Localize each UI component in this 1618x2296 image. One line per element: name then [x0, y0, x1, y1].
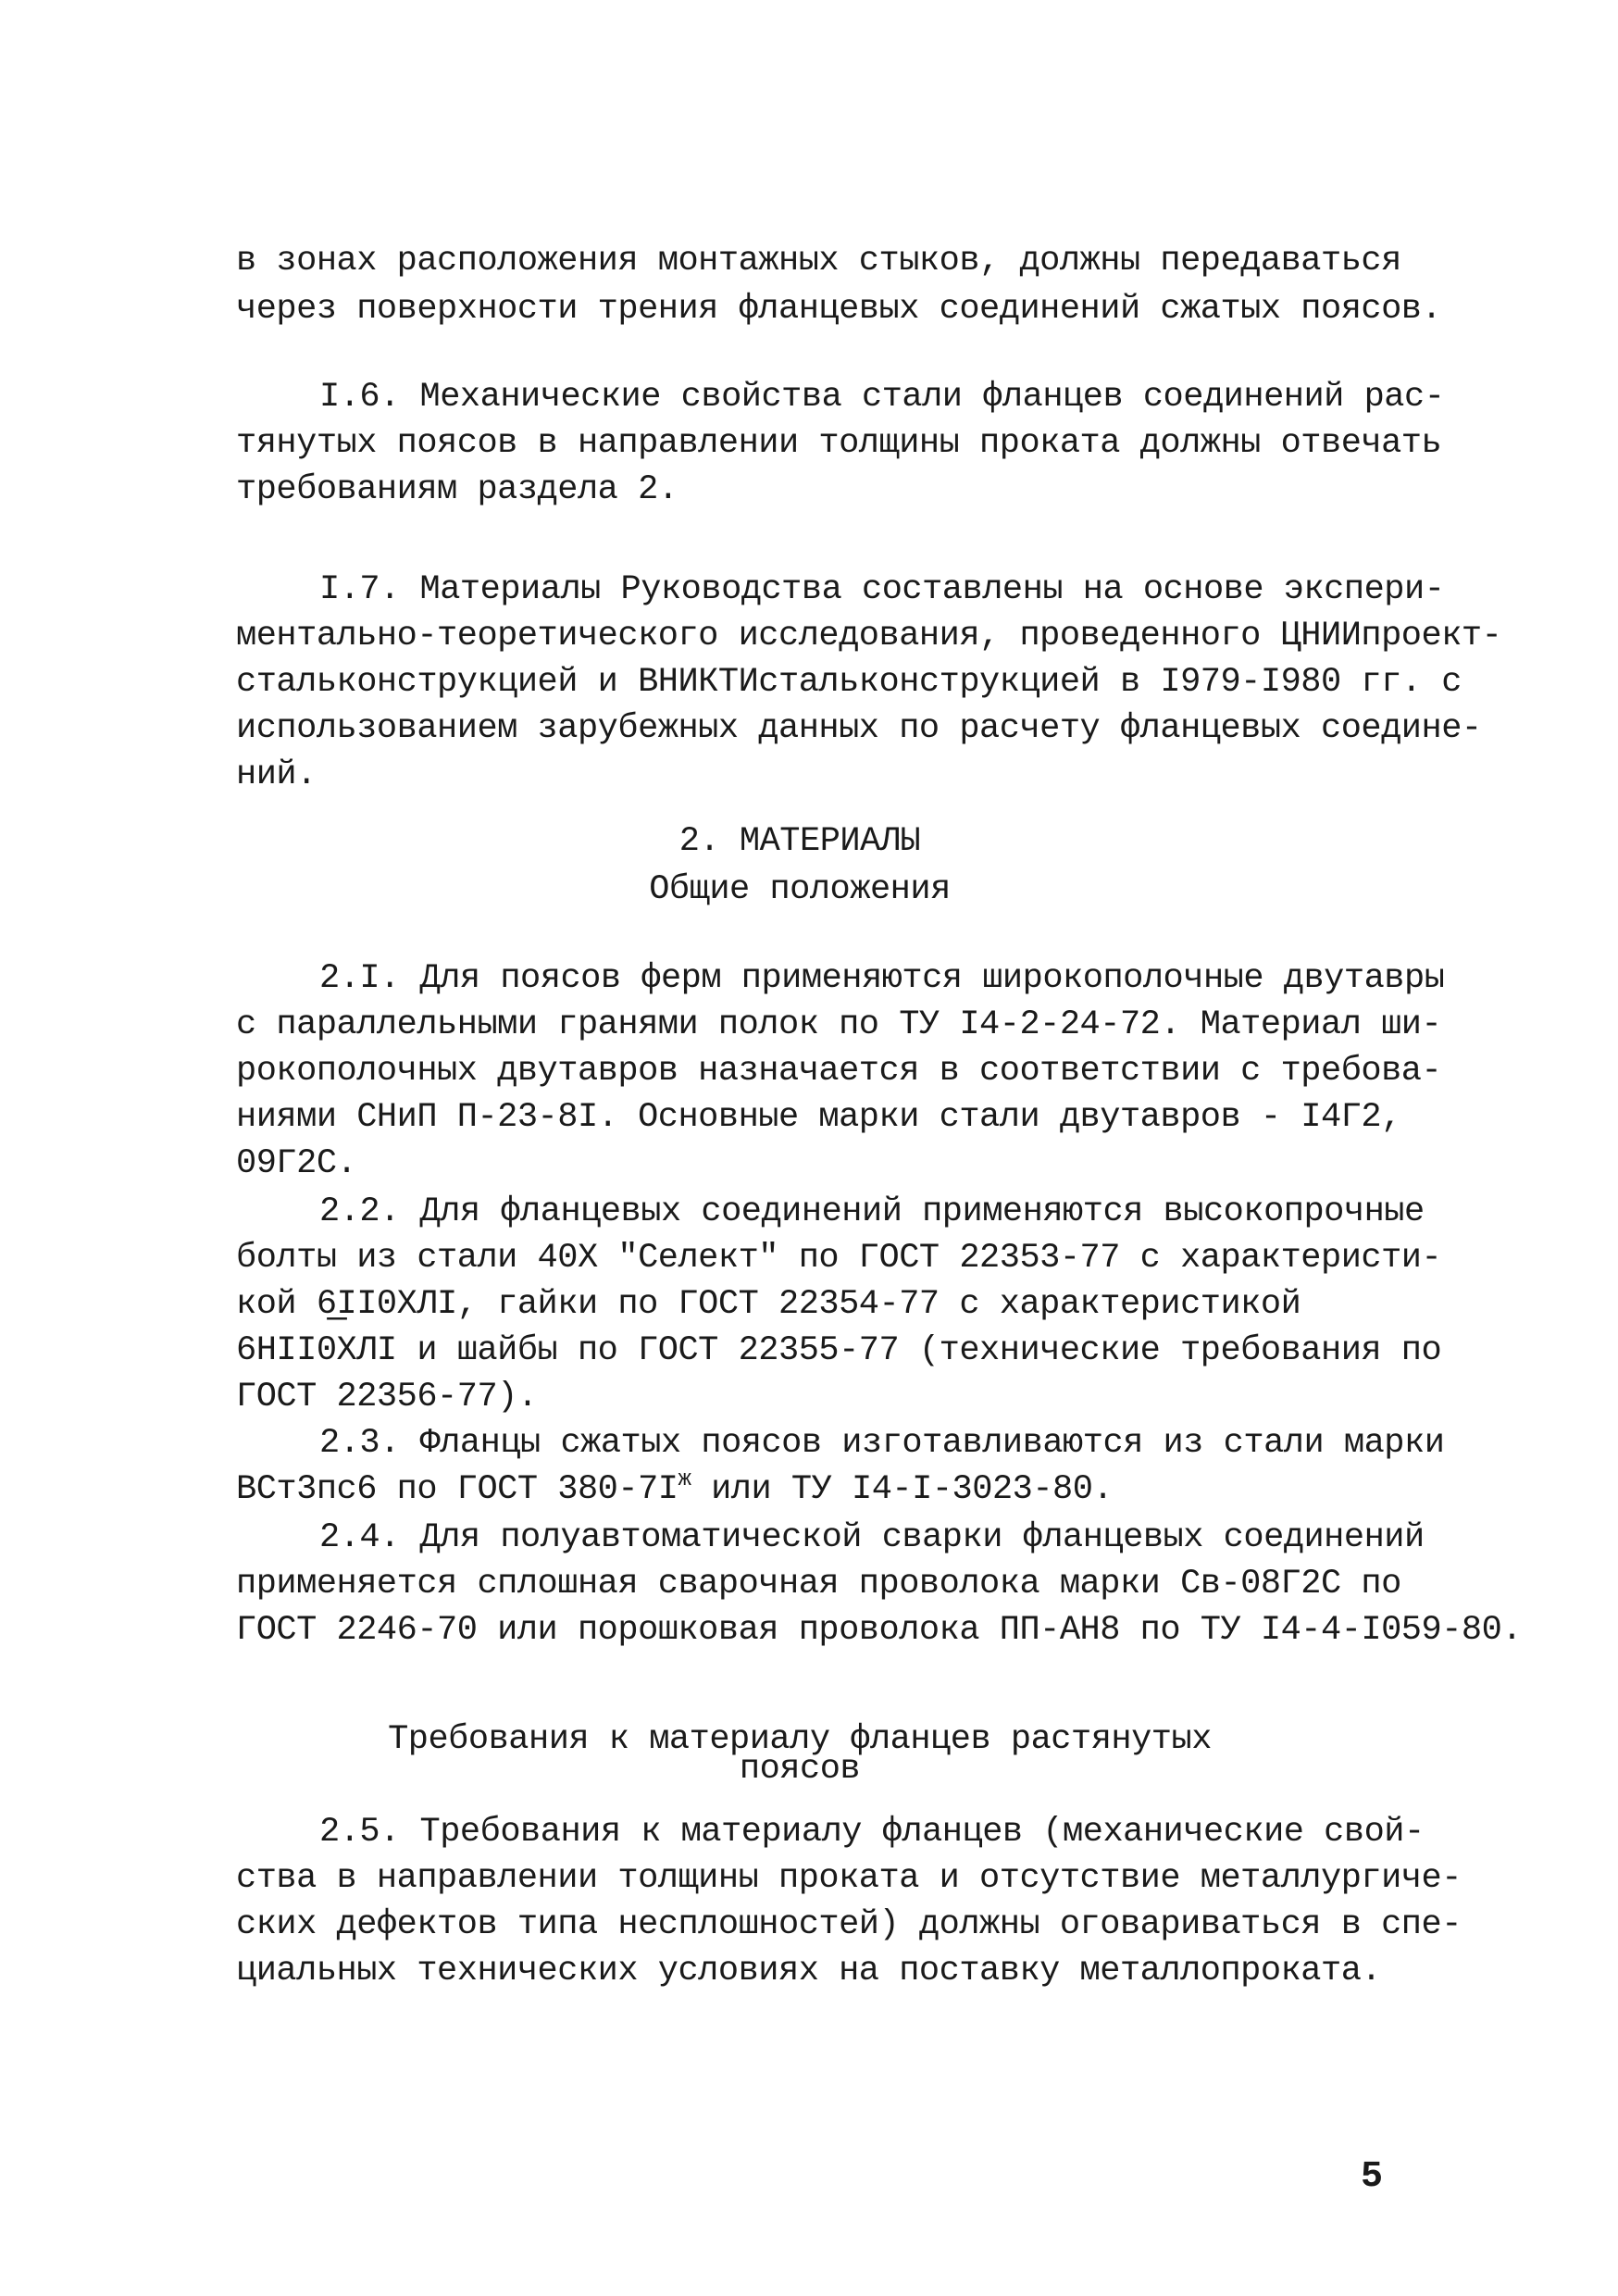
text-line: 2.3. Фланцы сжатых поясов изготавливаются из стали марки	[319, 1424, 1445, 1463]
superscript-mark: ж	[678, 1467, 691, 1492]
text-line: применяется сплошная сварочная проволока марки Св-08Г2С по	[236, 1565, 1401, 1603]
text-line: ментально-теоретического исследования, проведенного ЦНИИпроект-	[236, 617, 1502, 655]
text-fragment: или ТУ I4-I-3023-80.	[691, 1470, 1114, 1509]
text-line: через поверхности трения фланцевых соединений сжатых поясов.	[236, 290, 1442, 329]
subsection-title-cont: поясов	[739, 1750, 861, 1789]
text-line: ских дефектов типа несплошностей) должны оговариваться в спе-	[236, 1905, 1462, 1944]
text-line: требованиям раздела 2.	[236, 470, 678, 509]
text-line: стальконструкцией и ВНИКТИстальконструкцией в I979-I980 гг. с	[236, 663, 1462, 702]
section-title: 2. МАТЕРИАЛЫ	[678, 822, 921, 861]
text-line: I.7. Материалы Руководства составлены на основе экспери-	[319, 570, 1445, 609]
text-line: ГОСТ 22356-77).	[236, 1378, 538, 1416]
text-line: использованием зарубежных данных по расчету фланцевых соедине-	[236, 709, 1482, 748]
text-line: в зонах расположения монтажных стыков, должны передаваться	[236, 242, 1401, 281]
text-line: кой 6̲̲II0ХЛI, гайки по ГОСТ 22354-77 с характеристикой	[236, 1285, 1301, 1324]
text-line: с параллельными гранями полок по ТУ I4-2-24-72. Материал ши-	[236, 1005, 1442, 1044]
subsection-title: Требования к материалу фланцев растянутых	[388, 1720, 1212, 1759]
text-line: 09Г2С.	[236, 1144, 357, 1183]
text-line: циальных технических условиях на поставку металлопроката.	[236, 1952, 1382, 1990]
text-line: болты из стали 40Х "Селект" по ГОСТ 22353-77 с характеристи-	[236, 1239, 1442, 1278]
text-line: ний.	[236, 755, 317, 794]
text-line	[236, 1467, 1113, 1512]
text-line: 2.2. Для фланцевых соединений применяются высокопрочные	[319, 1192, 1425, 1231]
text-line: ГОСТ 2246-70 или порошковая проволока ПП-АН8 по ТУ I4-4-I059-80.	[236, 1611, 1523, 1650]
text-line: ниями СНиП П-23-8I. Основные марки стали двутавров - I4Г2,	[236, 1098, 1401, 1137]
text-fragment: ВСт3пс6 по ГОСТ 380-7I	[236, 1470, 678, 1509]
text-line: тянутых поясов в направлении толщины проката должны отвечать	[236, 424, 1442, 463]
text-line: 6НII0ХЛI и шайбы по ГОСТ 22355-77 (технические требования по	[236, 1331, 1442, 1370]
text-line: 2.I. Для поясов ферм применяются широкополочные двутавры	[319, 959, 1445, 998]
text-line: I.6. Механические свойства стали фланцев соединений рас-	[319, 378, 1445, 417]
text-line: 2.4. Для полуавтоматической сварки фланцевых соединений	[319, 1518, 1425, 1557]
page-number: 5	[1361, 2156, 1384, 2198]
text-line: 2.5. Требования к материалу фланцев (механические свой-	[319, 1813, 1425, 1852]
section-subtitle: Общие положения	[649, 870, 951, 909]
text-line: ства в направлении толщины проката и отсутствие металлургиче-	[236, 1859, 1462, 1898]
text-line: рокополочных двутавров назначается в соответствии с требова-	[236, 1052, 1442, 1091]
